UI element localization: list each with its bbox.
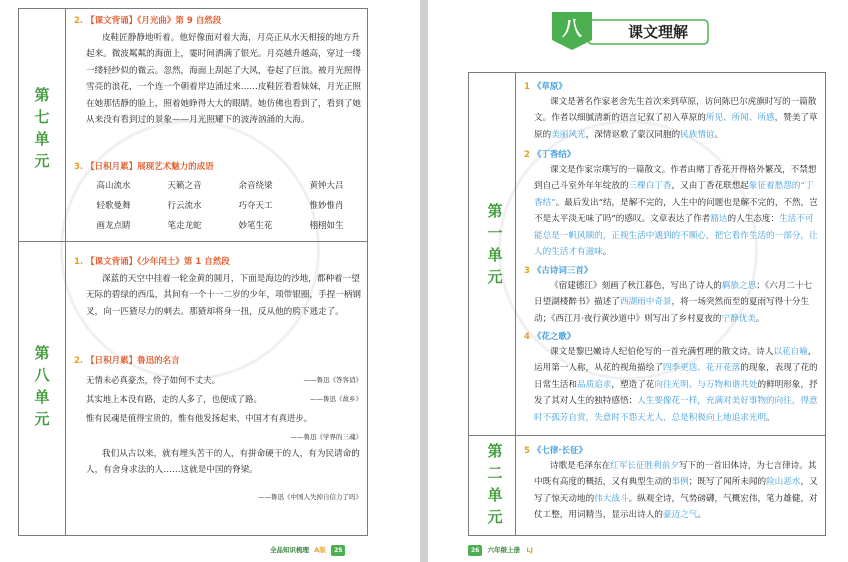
idiom: 高山流水	[96, 181, 131, 191]
item-grassland-heading: 1 《草原》	[524, 82, 567, 92]
left-page	[0, 0, 420, 562]
idiom: 行云流水	[167, 201, 202, 211]
luxun-quote-1: 无情未必真豪杰，怜子如何不丈夫。 ——鲁迅《答客诮》	[86, 375, 362, 385]
idiom: 天籁之音	[167, 181, 202, 191]
idiom: 余音绕梁	[238, 181, 273, 191]
item-longmarch-heading: 5 《七律·长征》	[524, 446, 588, 456]
luxun-quote-4: 我们从古以来，就有埋头苦干的人，有拼命硬干的人，有为民请命的人，有舍身求法的人……这就是中国的脊梁。	[86, 449, 360, 476]
luxun-quote-2: 其实地上本没有路，走的人多了，也便成了路。 ——鲁迅《故乡》	[86, 394, 362, 404]
luxun-quote-3-source: ——鲁迅《学界的三魂》	[290, 433, 362, 441]
unit-2-label: 第 二 单 元	[487, 442, 503, 526]
section-luxun-heading: 2. 【日积月累】鲁迅的名言	[74, 356, 180, 366]
idiom: 笔走龙蛇	[167, 221, 202, 231]
idiom: 栩栩如生	[309, 221, 344, 231]
item-lilac-heading: 2 《丁香结》	[524, 150, 576, 160]
page-number: 26	[468, 545, 482, 556]
right-page	[428, 0, 848, 562]
luxun-quote-4-source: ——鲁迅《中国人失掉自信力了吗》	[258, 493, 362, 501]
section-runtu-heading: 1. 【课文背诵】《少年闰土》第 1 自然段	[74, 257, 230, 267]
unit-7-label: 第 七 单 元	[34, 86, 50, 170]
idiom: 巧夺天工	[238, 201, 273, 211]
item-grassland-text: 课文是著名作家老舍先生首次来到草原，访问陈巴尔虎旗时写的一篇散文。作者以细腻清新的语言记叙了初入草原的所见、所闻、所感，赞美了草原的美丽风光，深情讴歌了蒙汉同胞的民族情谊。	[534, 97, 818, 140]
idiom: 黄钟大吕	[309, 181, 344, 191]
item-flower-text: 课文是黎巴嫩诗人纪伯伦写的一首充满哲理的散文诗。诗人以花自喻，运用第一人称，从花的视角描绘了四季更迭、花开花落的现象，表现了花的日常生活和品质追求，塑造了花向往光明、与万物和谐共处的鲜明形象，抒发了其对人生的独特感悟：人生要像花一样，充满对美好事物的向往，得意时不孤芳自赏，失意时不怨天尤人，总是积极向上地追求光明。	[534, 347, 818, 423]
idiom-grid	[78, 179, 362, 231]
item-flower-heading: 4 《花之歌》	[524, 332, 576, 342]
idiom: 画龙点睛	[96, 221, 131, 231]
left-footer: 全品知识梳理 A版 25	[270, 545, 345, 556]
right-footer: 26 六年级上册 LJ	[468, 545, 533, 556]
item-longmarch-text: 诗歌是毛泽东在红军长征胜利前夕写下的一首旧体诗，为七言律诗。其中既有高度的概括，又有典型生动的事例；既写了闻所未闻的险山恶水，又写了惊天动地的伟大战斗。纵观全诗，气势磅礴，气概宏伟，笔力雄健，对仗工整，用词精当，显示出诗人的豪迈之气。	[534, 461, 818, 521]
idiom: 妙笔生花	[238, 221, 273, 231]
chapter-number: 八	[562, 16, 582, 40]
section-idioms-heading: 3. 【日积月累】展现艺术魅力的成语	[74, 162, 214, 172]
item-lilac-text: 课文是作家宗璞写的一篇散文。作者由赌丁香花开得格外繁茂，不禁想到自己斗室外年年绽放的三棵白丁香，又由丁香花联想起象征着愁怨的“丁香结”。最后发出“结，是解不完的，人生中的问题也是解不完的，不然，岂不是太平淡无味了吗”的感叹。文章表达了作者豁达的人生态度：生活不可能总是一帆风顺的，正视生活中遇到的不顺心，把它看作生活的一部分，让人的生活才有滋味。	[534, 165, 818, 258]
idiom: 惟妙惟肖	[309, 201, 344, 211]
chapter-title: 课文理解	[628, 23, 689, 41]
item-poems-text: 《宿建德江》刻画了秋江暮色，写出了诗人的羁旅之思；《六月二十七日望湖楼醉书》描述了西湖雨中奇景，将一场突然而至的夏雨写得十分生动；《西江月·夜行黄沙道中》则写出了乡村夏夜的宁静优美。	[534, 281, 813, 324]
page-number: 25	[331, 545, 345, 556]
moonlight-text: 皮鞋匠静静地听着。他好像面对着大海，月亮正从水天相接的地方升起来。微波粼粼的海面上，霎时间洒满了银光。月亮越升越高，穿过一缕一缕轻纱似的微云。忽然，海面上刮起了大风，卷起了巨浪。被月光照得雪亮的浪花，一个连一个朝着岸边涌过来……皮鞋匠看看妹妹，月光正照在她那恬静的脸上，照着她睁得大大的眼睛。她仿佛也看到了，看到了她从来没有看到过的景象——月光照耀下的波涛汹涌的大海。	[86, 33, 362, 126]
unit-8-label: 第 八 单 元	[34, 344, 50, 428]
runtu-text: 深蓝的天空中挂着一轮金黄的圆月，下面是海边的沙地，都种着一望无际的碧绿的西瓜，其间有一个十一二岁的少年，项带银圈，手捏一柄钢叉，向一匹猹尽力的刺去。那猹却将身一扭，反从他的胯下逃走了。	[86, 274, 362, 317]
luxun-quote-3: 惟有民魂是值得宝贵的，惟有他发扬起来，中国才有真进步。	[86, 413, 313, 423]
section-moonlight-heading: 2. 【课文背诵】《月光曲》第 9 自然段	[74, 16, 222, 26]
unit-1-label: 第 一 单 元	[487, 202, 503, 286]
idiom: 轻歌曼舞	[96, 201, 131, 211]
item-poems-heading: 3 《古诗词三首》	[524, 266, 593, 276]
